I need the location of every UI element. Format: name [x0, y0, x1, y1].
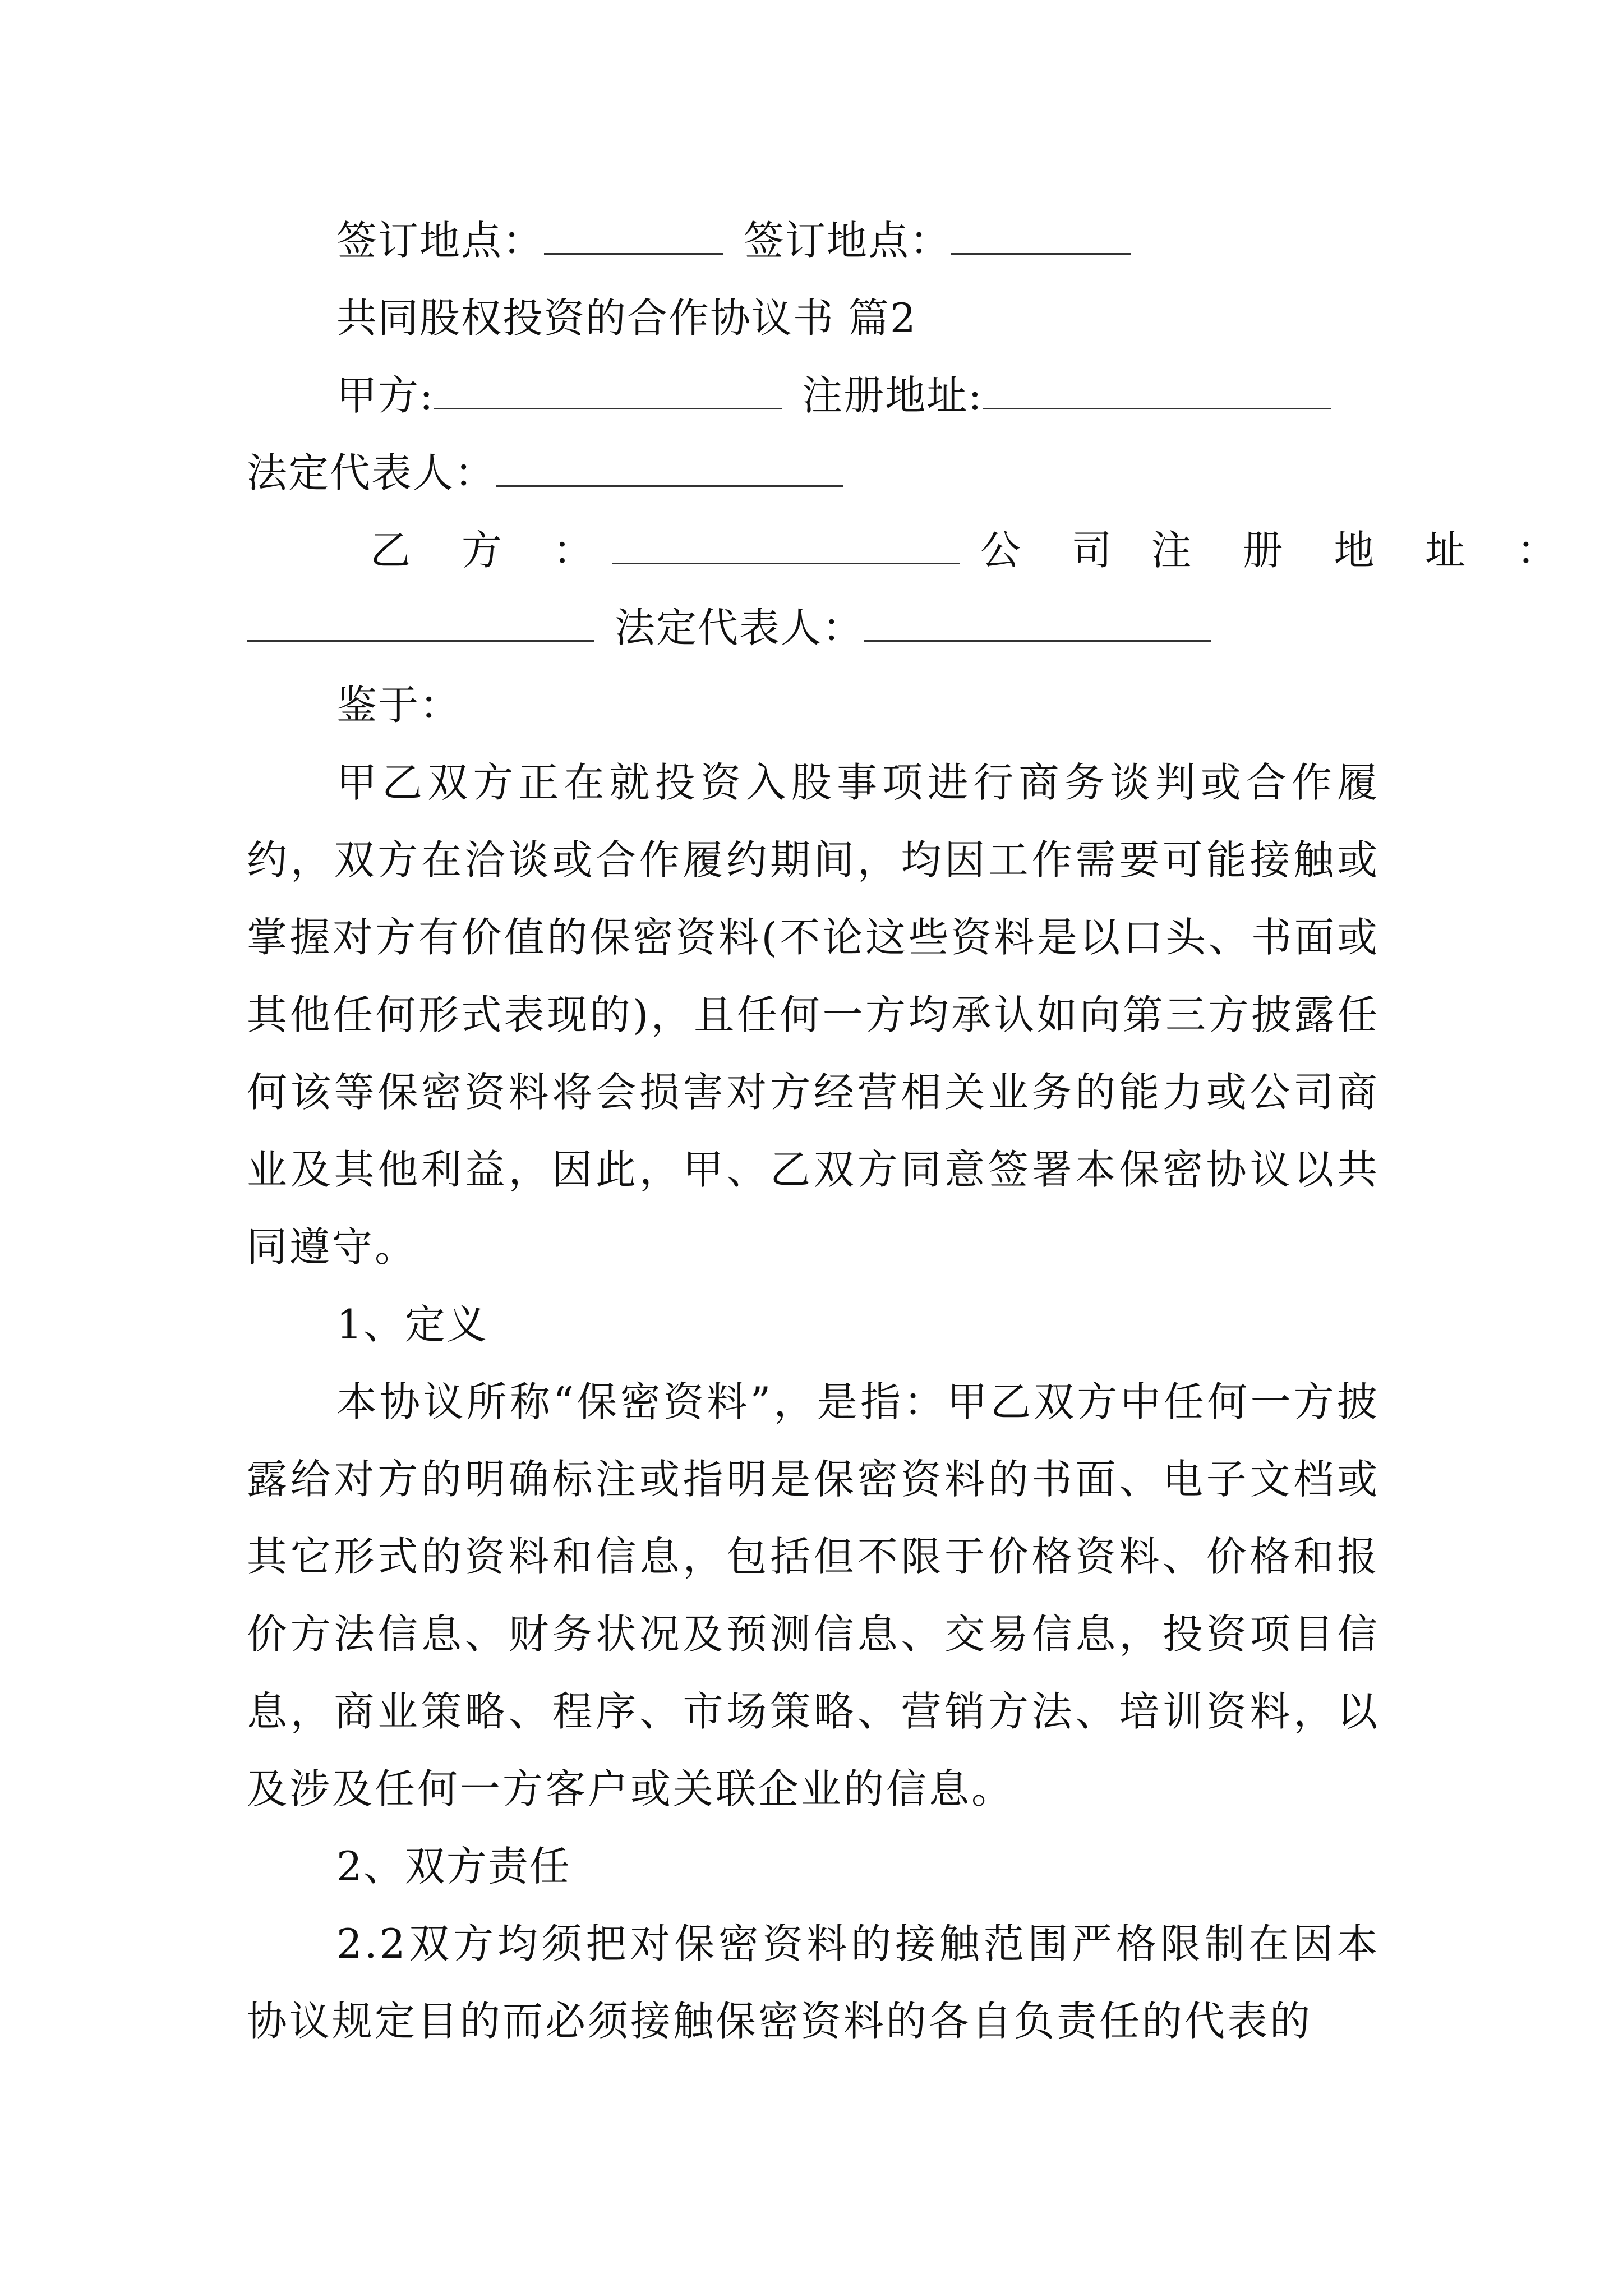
section-1-heading: 1、定义	[336, 1301, 488, 1348]
legal-rep-a-blank	[496, 450, 843, 487]
party-a-address-label: 注册地址:	[802, 372, 983, 419]
whereas-paragraph: 甲乙双方正在就投资入股事项进行商务谈判或合作履约，双方在洽谈或合作履约期间，均因工作需要可能接触或掌握对方有价值的保密资料(不论这些资料是以口头、书面或其他任何形式表现的)，且任何一方均承认如向第三方披露任何该等保密资料将会损害对方经营相关业务的能力或公司商业及其他利益，因此，甲、乙双方同意签署本保密协议以共同遵守。	[247, 759, 1380, 1271]
party-b-line	[247, 512, 1576, 589]
party-a-address-blank	[983, 373, 1331, 409]
legal-rep-b-label: 法定代表人：	[615, 604, 864, 651]
legal-rep-a-label: 法定代表人：	[247, 449, 496, 496]
section-2-paragraph: 2.2双方均须把对保密资料的接触范围严格限制在因本协议规定目的而必须接触保密资料的各自负责任的代表的	[247, 1920, 1380, 2045]
party-a-blank	[434, 373, 782, 409]
signing-place-line	[247, 202, 1380, 279]
section-2-heading: 2、双方责任	[336, 1843, 571, 1890]
whereas-heading: 鉴于：	[336, 682, 462, 729]
party-b-address-label: 注 册 地 址 ：	[1151, 527, 1576, 574]
party-a-line	[247, 357, 1380, 434]
signing-place-label-b: 签订地点：	[744, 217, 952, 264]
legal-rep-b-line	[247, 589, 1380, 666]
signing-place-label-a: 签订地点：	[336, 217, 545, 264]
signing-place-blank-a	[544, 218, 723, 255]
section-1-paragraph: 本协议所称“保密资料”，是指：甲乙双方中任何一方披露给对方的明确标注或指明是保密资料的书面、电子文档或其它形式的资料和信息，包括但不限于价格资料、价格和报价方法信息、财务状况及预测信息、交易信息，投资项目信息，商业策略、程序、市场策略、营销方法、培训资料，以及涉及任何一方客户或关联企业的信息。	[247, 1378, 1380, 1812]
party-a-label: 甲方:	[336, 372, 435, 419]
party-b-address-blank	[247, 605, 594, 642]
legal-rep-b-blank	[864, 605, 1211, 642]
party-b-blank	[612, 528, 960, 564]
signing-place-blank-b	[951, 218, 1131, 255]
party-b-label: 乙 方 ：	[370, 527, 612, 574]
legal-rep-a-line	[247, 434, 1380, 512]
party-b-company: 公 司	[980, 527, 1131, 574]
document-body	[247, 202, 1576, 2060]
document-title: 共同股权投资的合作协议书 篇2	[336, 295, 917, 342]
